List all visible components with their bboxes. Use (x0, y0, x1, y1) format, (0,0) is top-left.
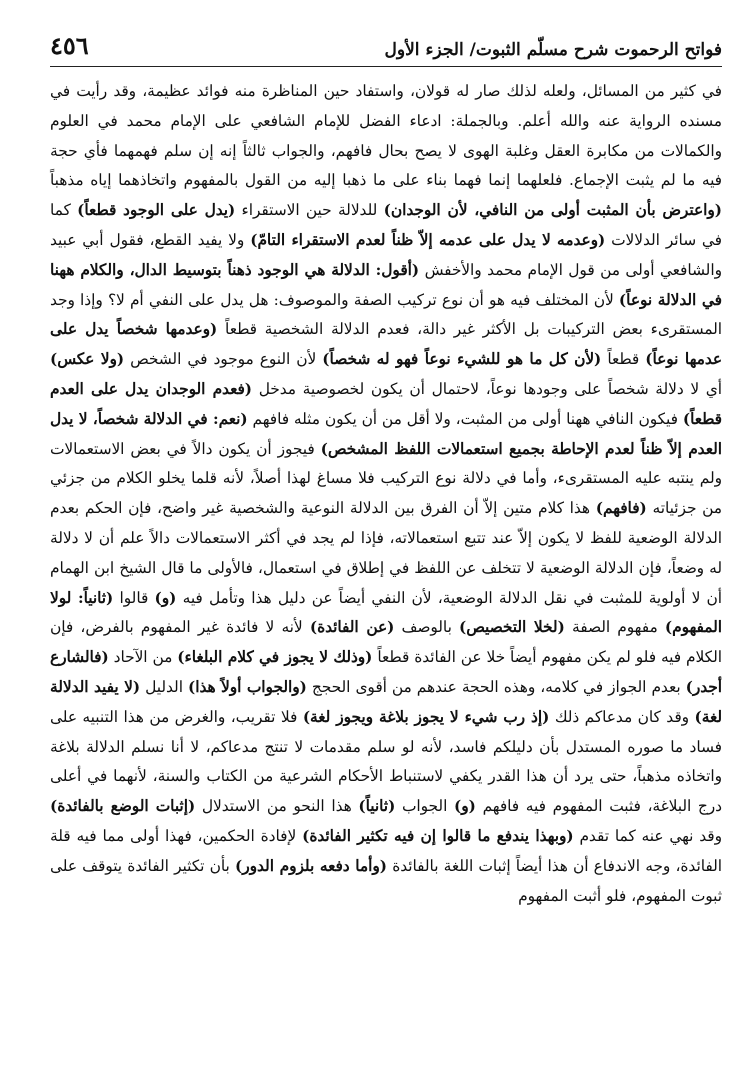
page-number: ٤٥٦ (50, 31, 89, 60)
commentary-text: من الآحاد (108, 648, 178, 667)
bold-matn-text: (فالشارع أجدر) (50, 648, 722, 696)
commentary-text: فيكون النافي ههنا أولى من المثبت، ولا أقل من أن يكون مثله فافهم (247, 409, 683, 428)
commentary-text: فيجوز أن يكون دالاً في بعض الاستعمالات ولم ينتبه عليه المستقرىء، وأما في دلالة نوع التركيب فلا مساغ لهذا أصلاً، لأنه قلما يخلو الكلام من جزئي من جزئياته (50, 439, 723, 518)
bold-matn-text: (وبهذا يندفع ما قالوا إن فيه تكثير الفائدة) (302, 826, 574, 845)
bold-matn-text: (لخلا التخصيص) (459, 618, 565, 637)
bold-matn-text: (نعم: في الدلالة شخصاً، لا يدل العدم إلاّ ظناً لعدم الإحاطة بجميع استعمالات اللفظ المشخص) (50, 409, 722, 458)
commentary-text: لإفادة الحكمين، فهذا أولى مما فيه قلة الفائدة، وجه الاندفاع أن هذا أيضاً إثبات اللغة بالفائدة (50, 826, 723, 875)
commentary-text: لأن المختلف فيه هو أن نوع تركيب الصفة والموصوف: هل يدل على النفي أم لا؟ وإذا وجد المستقرىء بعض التركيبات بل الأكثر غير دالة، فعدم الدلالة الشخصية قطعاً (50, 290, 722, 339)
commentary-text: هذا النحو من الاستدلال (195, 797, 359, 816)
commentary-text: بأن تكثير الفائدة يتوقف على ثبوت المفهوم، فلو أثبت المفهوم (50, 856, 722, 905)
commentary-text: أي لا دلالة شخصاً على وجودها نوعاً، لاحتمال أن يكون لخصوصية مدخل (252, 379, 722, 398)
commentary-text: ولا يفيد القطع، فقول أبي عبيد والشافعي أولى من قول الإمام محمد والأخفش (50, 230, 722, 279)
bold-matn-text: (إثبات الوضع بالفائدة) (50, 797, 196, 816)
bold-matn-text: (وأما دفعه بلزوم الدور) (235, 856, 387, 875)
bold-matn-text: (فافهم) (595, 499, 647, 518)
commentary-text: لأن النوع موجود في الشخص (124, 350, 323, 369)
bold-matn-text: (إذ رب شيء لا يجوز بلاغة ويجوز لغة) (302, 707, 550, 726)
commentary-text: بعدم الجواز في كلامه، وهذه الحجة عندهم من أقوى الحجج (306, 677, 686, 696)
commentary-text: الجواب (395, 797, 455, 816)
commentary-text: مفهوم الصفة (564, 618, 665, 637)
bold-matn-text: (فعدم الوجدان يدل على العدم قطعاً) (50, 379, 722, 428)
bold-matn-text: (ولا عكس) (50, 350, 125, 369)
bold-matn-text: (ثانياً) (358, 797, 396, 816)
commentary-text: الدليل (140, 677, 188, 696)
commentary-text: وقد كان مدعاكم ذلك (549, 707, 695, 726)
bold-matn-text: (لا يفيد الدلالة لغة) (50, 677, 722, 726)
bold-matn-text: (وذلك لا يجوز في كلام البلغاء) (177, 648, 373, 667)
bold-matn-text: (يدل على الوجود قطعاً) (77, 201, 236, 220)
bold-matn-text: (لأن كل ما هو للشيء نوعاً فهو له شخصاً) (322, 350, 602, 369)
bold-matn-text: (و) (454, 797, 476, 816)
commentary-text: هذا كلام متين إلاّ أن الفرق بين الدلالة النوعية والشخصية غير واضح، فإن الحكم بعدم الدلالة الوضعية للفظ لا يكون إلاّ عند تتبع استعمالاته، فإذا لم يجد في أكثر الاستعمالات دالاً علم أن لا دلالة له وضعاً، فإن الدلالة الوضعية لا تتخلف عن اللفظ في إطلاق في استعمال، فالأولى ما قال الشيخ ابن الهمام أن لا أولوية للمثبت في نقل الدلالة الوضعية، لأن النفي أيضاً عن دليل هذا وتأمل فيه (50, 499, 722, 607)
commentary-text: بالوصف (394, 618, 460, 637)
bold-matn-text: (ثانياً: لولا المفهوم) (50, 588, 723, 637)
commentary-text: كما في سائر الدلالات (50, 201, 722, 249)
bold-matn-text: (وعدمها شخصاً يدل على عدمها نوعاً) (50, 320, 722, 369)
body-text (50, 77, 722, 911)
book-page (50, 30, 722, 1070)
bold-matn-text: (وعدمه لا يدل على عدمه إلاّ ظناً لعدم الاستقراء التامّ) (250, 230, 606, 249)
page-header (50, 30, 722, 67)
commentary-text: للدلالة حين الاستقراء (235, 201, 384, 220)
commentary-text: فلا تقريب، والغرض من هذا التنبيه على فساد ما صوره المستدل بأن دليلكم فاسد، لأنه لو سلم مقدمات لا تنتج مدعاكم، لا أنا نسلم الدلالة بلاغة واتخاذه مذهباً، حتى يرد أن هذا القدر يكفي لاستنباط الأحكام الشرعية من الكتاب والسنة، لأنهما في أعلى درج البلاغة، فثبت المفهوم فيه فافهم (50, 707, 722, 816)
bold-matn-text: (أقول: الدلالة هي الوجود ذهناً بتوسيط الدال، والكلام ههنا في الدلالة نوعاً) (50, 260, 722, 309)
commentary-text: في كثير من المسائل، ولعله لذلك صار له قولان، واستفاد حين المناظرة منه فوائد عظيمة، وقد رأيت في مسنده الرواية عنه والله أعلم. وبالجملة: ادعاء الفضل للإمام الشافعي على الإمام محمد في العلوم والكمالات من مكابرة العقل وغلبة الهوى لا يصح بحال فافهم، والجواب ثالثاً إنه إن سلم فهمهما فأي حجة فيه ما لم يثبت الإجماع. فلعلهما إنما فهما بناء على ما ذهبا إليه من القول بالمفهوم واتخاذهما إياه مذهباً (50, 82, 722, 190)
bold-matn-text: (واعترض بأن المثبت أولى من النافي، لأن الوجدان) (383, 201, 722, 220)
commentary-text: وقد نهي عنه كما تقدم (573, 826, 723, 845)
running-title: فواتح الرحموت شرح مسلّم الثبوت/ الجزء الأول (384, 40, 722, 60)
commentary-text: قطعاً (601, 350, 646, 369)
commentary-text: قالوا (113, 588, 155, 607)
bold-matn-text: (والجواب أولاً هذا) (187, 677, 307, 696)
bold-matn-text: (عن الفائدة) (309, 618, 395, 637)
bold-matn-text: (و) (154, 588, 177, 607)
commentary-text: لأنه لا فائدة غير المفهوم بالفرض، فإن الكلام فيه فلو لم يكن مفهوم أيضاً خلا عن الفائدة قطعاً (50, 618, 722, 667)
